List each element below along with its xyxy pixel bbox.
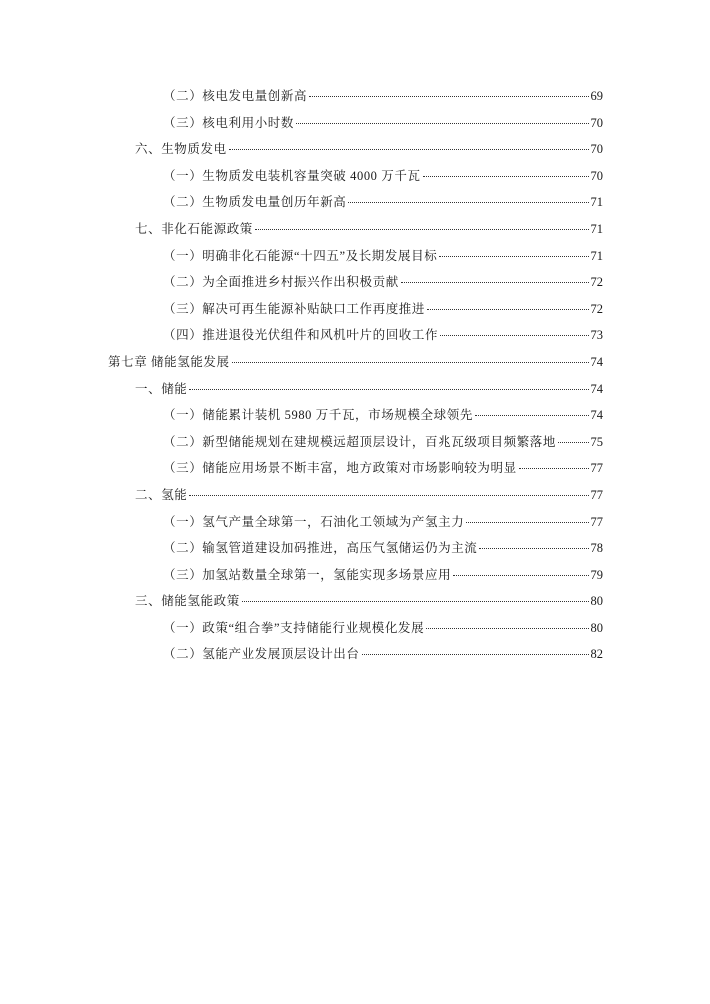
dot-leader — [453, 575, 588, 576]
dot-leader — [232, 362, 589, 363]
toc-entry-title: 三、储能氢能政策 — [135, 594, 240, 609]
toc-entry[interactable] — [0, 512, 603, 539]
toc-entry-page-number: 77 — [590, 461, 603, 476]
dot-leader — [255, 229, 589, 230]
dot-leader — [466, 522, 588, 523]
toc-entry-page-number: 71 — [590, 195, 603, 210]
toc-entry-page-number: 74 — [590, 408, 603, 423]
dot-leader — [348, 202, 588, 203]
toc-entry-title: 六、生物质发电 — [135, 142, 227, 157]
toc-entry-title: （三）核电利用小时数 — [163, 115, 295, 130]
toc-entry-page-number: 73 — [590, 328, 603, 343]
toc-entry[interactable] — [0, 458, 603, 485]
dot-leader — [296, 123, 588, 124]
toc-entry-page-number: 77 — [590, 487, 603, 502]
table-of-contents — [0, 86, 710, 671]
toc-entry-page-number: 70 — [590, 115, 603, 130]
toc-entry-title: （二）氢能产业发展顶层设计出台 — [163, 647, 360, 662]
dot-leader — [475, 415, 589, 416]
toc-entry-page-number: 70 — [590, 168, 603, 183]
dot-leader — [242, 601, 589, 602]
toc-entry-title: 二、氢能 — [135, 487, 188, 502]
toc-entry-page-number: 71 — [590, 248, 603, 263]
toc-entry-page-number: 82 — [590, 647, 603, 662]
toc-entry-page-number: 79 — [590, 567, 603, 582]
toc-entry[interactable] — [0, 219, 603, 246]
toc-entry-title: （一）政策“组合拳”支持储能行业规模化发展 — [163, 620, 425, 635]
toc-entry[interactable] — [0, 591, 603, 618]
toc-entry-title: （三）储能应用场景不断丰富，地方政策对市场影响较为明显 — [163, 461, 517, 476]
toc-entry-title: （二）为全面推进乡村振兴作出积极贡献 — [163, 275, 399, 290]
toc-entry[interactable] — [0, 325, 603, 352]
toc-entry-page-number: 71 — [590, 221, 603, 236]
toc-entry-title: （一）生物质发电装机容量突破 4000 万千瓦 — [163, 168, 421, 183]
toc-entry-page-number: 74 — [590, 354, 603, 369]
toc-entry-page-number: 75 — [590, 434, 603, 449]
toc-entry-title: 第七章 储能氢能发展 — [108, 354, 230, 369]
dot-leader — [427, 309, 588, 310]
toc-entry-title: （一）储能累计装机 5980 万千瓦，市场规模全球领先 — [163, 408, 473, 423]
toc-entry-page-number: 72 — [590, 301, 603, 316]
toc-entry-page-number: 69 — [590, 89, 603, 103]
toc-entry[interactable] — [0, 139, 603, 166]
toc-entry-page-number: 78 — [590, 541, 603, 556]
toc-entry[interactable] — [0, 166, 603, 193]
toc-entry-page-number: 77 — [590, 514, 603, 529]
toc-entry-title: （四）推进退役光伏组件和风机叶片的回收工作 — [163, 328, 439, 343]
toc-entry[interactable] — [0, 246, 603, 273]
toc-entry[interactable] — [0, 379, 603, 406]
toc-entry-title: （三）加氢站数量全球第一，氢能实现多场景应用 — [163, 567, 452, 582]
toc-entry-page-number: 80 — [590, 620, 603, 635]
toc-entry[interactable] — [0, 565, 603, 592]
dot-leader — [401, 282, 589, 283]
toc-entry[interactable] — [0, 352, 603, 379]
toc-entry-page-number: 70 — [590, 142, 603, 157]
toc-entry-title: （二）新型储能规划在建规模远超顶层设计，百兆瓦级项目频繁落地 — [163, 434, 557, 449]
dot-leader — [309, 96, 588, 97]
dot-leader — [189, 495, 588, 496]
toc-entry[interactable] — [0, 299, 603, 326]
toc-entry[interactable] — [0, 86, 603, 113]
toc-entry-title: （二）输氢管道建设加码推进，高压气氢储运仍为主流 — [163, 541, 478, 556]
dot-leader — [362, 654, 589, 655]
toc-entry[interactable] — [0, 644, 603, 671]
dot-leader — [479, 548, 588, 549]
toc-entry-page-number: 80 — [590, 594, 603, 609]
toc-entry[interactable] — [0, 618, 603, 645]
toc-entry[interactable] — [0, 192, 603, 219]
toc-entry-page-number: 72 — [590, 275, 603, 290]
dot-leader — [440, 335, 588, 336]
toc-entry[interactable] — [0, 485, 603, 512]
toc-entry[interactable] — [0, 432, 603, 459]
dot-leader — [426, 628, 588, 629]
toc-entry-title: （一）氢气产量全球第一，石油化工领域为产氢主力 — [163, 514, 465, 529]
toc-entry[interactable] — [0, 113, 603, 140]
toc-entry-title: （二）生物质发电量创历年新高 — [163, 195, 347, 210]
dot-leader — [439, 256, 588, 257]
toc-entry[interactable] — [0, 272, 603, 299]
dot-leader — [189, 389, 588, 390]
toc-entry-title: 七、非化石能源政策 — [135, 221, 253, 236]
dot-leader — [423, 176, 589, 177]
toc-entry-page-number: 74 — [590, 381, 603, 396]
toc-entry-title: （一）明确非化石能源“十四五”及长期发展目标 — [163, 248, 438, 263]
dot-leader — [558, 442, 588, 443]
toc-entry[interactable] — [0, 538, 603, 565]
toc-entry[interactable] — [0, 405, 603, 432]
toc-entry-title: （二）核电发电量创新高 — [163, 89, 308, 103]
toc-entry-title: （三）解决可再生能源补贴缺口工作再度推进 — [163, 301, 426, 316]
dot-leader — [229, 149, 589, 150]
toc-entry-title: 一、储能 — [135, 381, 188, 396]
dot-leader — [519, 468, 589, 469]
